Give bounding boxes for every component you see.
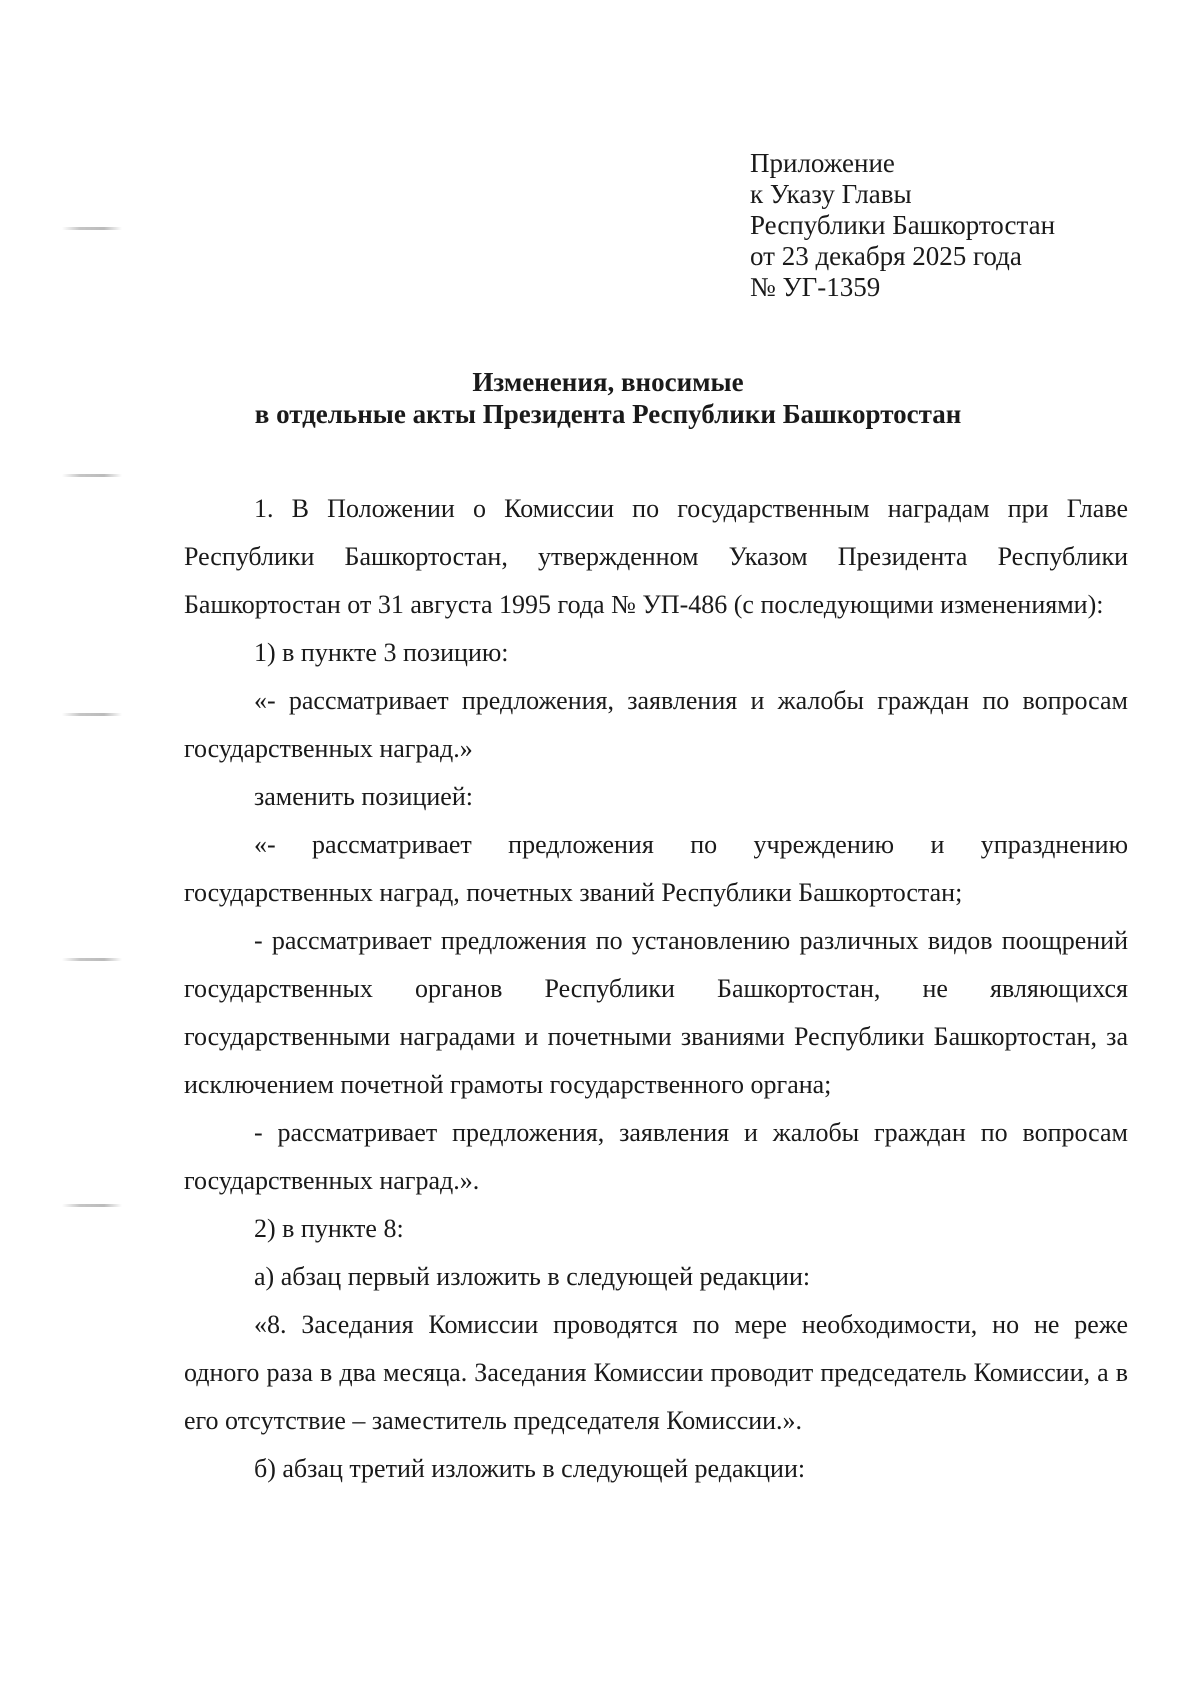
paragraph-3: «- рассматривает предложения, заявления и жалобы граждан по вопросам государственных наград.»: [184, 686, 1128, 763]
annex-line: от 23 декабря 2025 года: [750, 241, 1022, 271]
annex-line: № УГ-1359: [750, 272, 881, 302]
paragraph-11: б) абзац третий изложить в следующей редакции:: [254, 1454, 806, 1483]
title-line: Изменения, вносимые: [472, 367, 744, 397]
annex-line: Приложение: [750, 148, 895, 178]
paragraph-2: 1) в пункте 3 позицию:: [254, 638, 509, 667]
paragraph-5: «- рассматривает предложения по учреждению и упразднению государственных наград, почетных званий Республики Башкортостан;: [184, 830, 1128, 907]
scan-artifact: [62, 474, 122, 477]
document-title: [150, 366, 1066, 430]
scan-artifact: [62, 958, 122, 961]
annex-line: к Указу Главы: [750, 179, 912, 209]
paragraph-1: 1. В Положении о Комиссии по государственным наградам при Главе Республики Башкортостан, утвержденном Указом Президента Республики Башкортостан от 31 августа 1995 года № УП-486 (с последующими изменениями):: [184, 494, 1128, 619]
paragraph-8: 2) в пункте 8:: [254, 1214, 404, 1243]
scan-artifact: [62, 713, 122, 716]
paragraph-9: а) абзац первый изложить в следующей редакции:: [254, 1262, 811, 1291]
scan-artifact: [62, 227, 122, 230]
paragraph-10: «8. Заседания Комиссии проводятся по мере необходимости, но не реже одного раза в два месяца. Заседания Комиссии проводит председатель Комиссии, а в его отсутствие – заместитель председателя Комиссии.».: [184, 1310, 1128, 1435]
annex-block: [750, 148, 1055, 303]
document-body: [184, 485, 1128, 1493]
title-line: в отдельные акты Президента Республики Башкортостан: [254, 399, 962, 429]
paragraph-6: - рассматривает предложения по установлению различных видов поощрений государственных органов Республики Башкортостан, не являющихся государственными наградами и почетными званиями Республики Башкортостан, за исключением почетной грамоты государственного органа;: [184, 926, 1128, 1099]
paragraph-7: - рассматривает предложения, заявления и жалобы граждан по вопросам государственных наград.».: [184, 1118, 1128, 1195]
scan-artifact: [62, 1204, 122, 1207]
annex-line: Республики Башкортостан: [750, 210, 1056, 240]
paragraph-4: заменить позицией:: [254, 782, 473, 811]
